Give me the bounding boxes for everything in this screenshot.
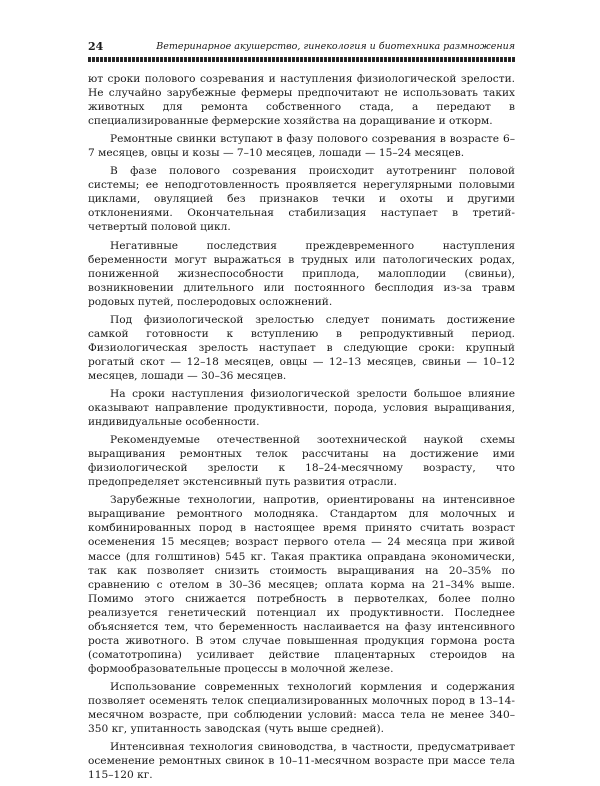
book-page bbox=[88, 40, 515, 786]
page-header bbox=[88, 40, 515, 54]
paragraph: Интенсивная технология свиноводства, в частности, предусматривает осеменение ремонтных свинок в 10–11-месячном возрасте при массе тела 115–120 кг. bbox=[88, 741, 515, 782]
paragraph: На сроки наступления физиологической зрелости большое влияние оказывают направление продуктивности, порода, условия выращивания, индивидуальные особенности. bbox=[88, 387, 515, 429]
paragraph: Ремонтные свинки вступают в фазу полового созревания в возрасте 6–7 месяцев, овцы и козы — 7–10 месяцев, лошади — 15–24 месяцев. bbox=[88, 133, 515, 160]
paragraph: В фазе полового созревания происходит аутотренинг половой системы; ее неподготовленность проявляется нерегулярными половыми циклами, овуляцией без признаков течки и охоты и другими отклонениями. Окончательная стабилизация наступает в третий-четвертый половой цикл. bbox=[88, 165, 515, 234]
paragraph: Под физиологической зрелостью следует понимать достижение самкой готовности к вступлению в репродуктивный период. Физиологическая зрелость наступает в следующие сроки: крупный рогатый скот — 12–18 месяцев, овцы — 12–13 месяцев, свиньи — 10–12 месяцев, лошади — 30–36 месяцев. bbox=[88, 313, 515, 382]
paragraph: ют сроки полового созревания и наступления физиологической зрелости. Не случайно зарубежные фермеры предпочитают не использовать таких животных для ремонта собственного стада, а передают в специализированные фермерские хозяйства на доращивание и откорм. bbox=[88, 73, 515, 128]
paragraph: Рекомендуемые отечественной зоотехнической наукой схемы выращивания ремонтных телок рассчитаны на достижение ими физиологической зрелости к 18–24-месячному возрасту, что предопределяет экстенсивный путь развития отрасли. bbox=[88, 434, 515, 489]
header-rule bbox=[88, 57, 515, 62]
paragraph: Зарубежные технологии, напротив, ориентированы на интенсивное выращивание ремонтного молодняка. Стандартом для молочных и комбинированных пород в настоящее время принято считать возраст осеменения 15 месяцев; возраст первого отела — 24 месяца при живой массе (для голштинов) 545 кг. Такая практика оправдана экономически, так как позволяет снизить стоимость выращивания на 20–35% по сравнению с отелом в 30–36 месяцев; оплата корма на 21–34% выше. Помимо этого снижается потребность в первотелках, более полно реализуется генетический потенциал их продуктивности. Последнее объясняется тем, что беременность наслаивается на фазу интенсивного роста животного. В этом случае повышенная продукция гормона роста (соматотропина) усиливает действие плацентарных стероидов на формообразовательные процессы в молочной железе. bbox=[88, 494, 515, 675]
paragraph: Негативные последствия преждевременного наступления беременности могут выражаться в трудных или патологических родах, пониженной жизнеспособности приплода, малоплодии (свиньи), возникновении длительного или постоянного бесплодия из-за травм родовых путей, послеродовых осложнений. bbox=[88, 239, 515, 308]
body-text bbox=[88, 72, 515, 782]
page-number: 24 bbox=[88, 40, 104, 53]
running-title: Ветеринарное акушерство, гинекология и биотехника размножения bbox=[156, 41, 515, 52]
paragraph: Использование современных технологий кормления и содержания позволяет осеменять телок специализированных молочных пород в 13–14-месячном возрасте, при соблюдении условий: масса тела не менее 340–350 кг, упитанность заводская (чуть выше средней). bbox=[88, 680, 515, 736]
